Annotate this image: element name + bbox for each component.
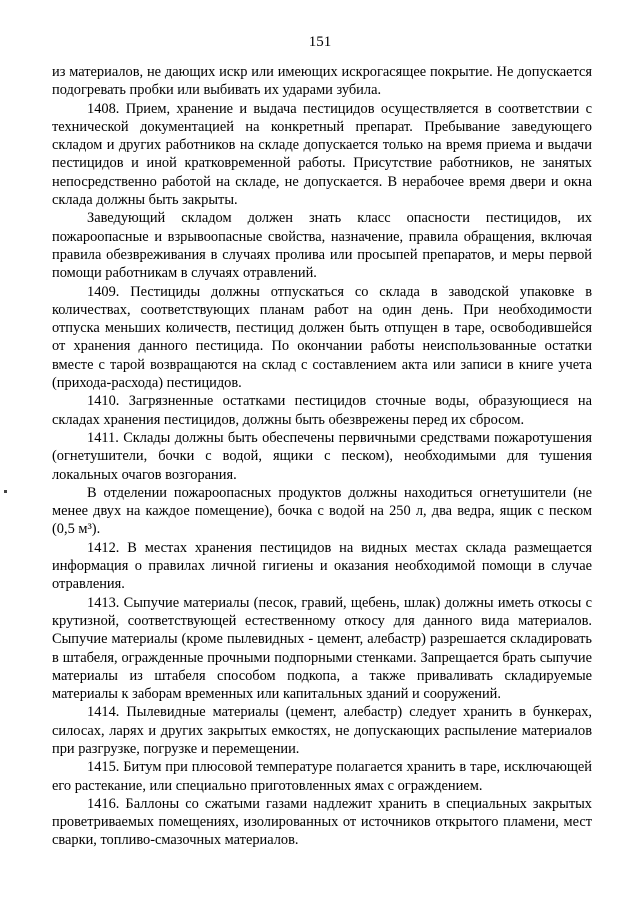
- paragraph-1413: 1413. Сыпучие материалы (песок, гравий, щебень, шлак) должны иметь откосы с крутизной, соответствующей естественному откосу для данного вида материалов. Сыпучие материалы (кроме пылевидных - цемент, алебастр) разрешается складировать в штабеля, огражденные прочными подпорными стенками. Запрещается брать сыпучие материалы из штабеля способом подкопа, а также приваливать складируемые материалы к заборам временных или капитальных зданий и сооружений.: [52, 594, 592, 703]
- paragraph-1416: 1416. Баллоны со сжатыми газами надлежит хранить в специальных закрытых проветриваемых помещениях, изолированных от источников открытого пламени, мест сварки, топливо-смазочных материалов.: [52, 795, 592, 849]
- body-text: [52, 63, 592, 850]
- paragraph-continuation: из материалов, не дающих искр или имеющих искрогасящее покрытие. Не допускается подогревать пробки или выбивать их ударами зубила.: [52, 64, 592, 99]
- paragraph-1414: 1414. Пылевидные материалы (цемент, алебастр) следует хранить в бункерах, силосах, ларях и других закрытых емкостях, не допускающих распыление материалов при разгрузке, погрузке и перемещении.: [52, 704, 592, 757]
- paragraph-1411: 1411. Склады должны быть обеспечены первичными средствами пожаротушения (огнетушители, бочки с водой, ящики с песком), необходимыми для тушения локальных очагов возгорания.: [52, 429, 592, 483]
- paragraph-1410: 1410. Загрязненные остатками пестицидов сточные воды, образующиеся на складах хранения пестицидов, должны быть обезврежены перед их сбросом.: [52, 393, 592, 428]
- paragraph-1408-manager: Заведующий складом должен знать класс опасности пестицидов, их пожароопасные и взрывоопасные свойства, назначение, правила обращения, включая правила обезвреживания в случаях пролива или просыпей препаратов, и меры первой помощи работникам в случаях отравлений.: [52, 210, 592, 282]
- paragraph-1409: 1409. Пестициды должны отпускаться со склада в заводской упаковке в количествах, соответствующих планам работ на один день. При необходимости отпуска меньших количеств, пестицид должен быть отпущен в таре, освободившейся от хранения данного пестицида. По окончании работы неиспользованные остатки вместе с тарой возвращаются на склад с составлением акта или записи в книге учета (прихода-расхода) пестицидов.: [52, 283, 592, 392]
- paragraph-1408: 1408. Прием, хранение и выдача пестицидов осуществляется в соответствии с технической документацией на конкретный препарат. Пребывание заведующего складом и других работников на складе допускается только на время приема и выдачи пестицидов и иной кратковременной работы. Присутствие работников, не занятых непосредственно работой на складе, не допускается. В нерабочее время двери и окна склада должны быть закрыты.: [52, 100, 592, 209]
- page-number: 151: [308, 34, 332, 50]
- paragraph-1415: 1415. Битум при плюсовой температуре полагается хранить в таре, исключающей его растекание, или специально приготовленных ямах с ограждением.: [52, 759, 592, 794]
- scan-margin-mark: [4, 490, 7, 493]
- paragraph-1411-extinguishers: В отделении пожароопасных продуктов должны находиться огнетушители (не менее двух на каждое помещение), бочка с водой на 250 л, два ведра, ящик с песком (0,5 м³).: [52, 484, 592, 538]
- paragraph-1412: 1412. В местах хранения пестицидов на видных местах склада размещается информация о правилах личной гигиены и оказания необходимой помощи в случае отравления.: [52, 539, 592, 593]
